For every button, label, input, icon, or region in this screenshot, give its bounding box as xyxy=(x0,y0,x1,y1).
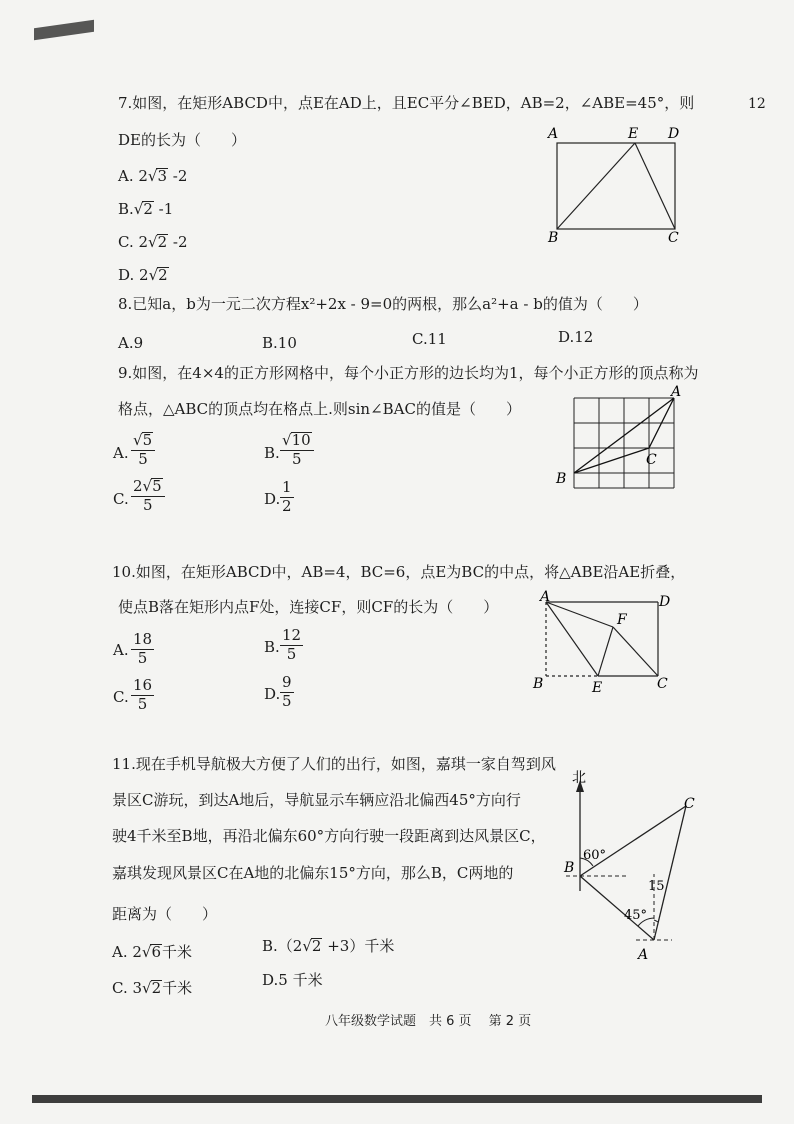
q7-option-a[interactable]: A. 2√3 -2 xyxy=(118,167,188,185)
q11-navigation-figure xyxy=(558,766,708,966)
q11-stem-line2: 景区C游玩，到达A地后，导航显示车辆应沿北偏西45°方向行 xyxy=(112,791,521,809)
q9-option-d-fraction: $\frac{1}{2}$ xyxy=(282,478,292,515)
q10-label-d: D xyxy=(659,594,671,610)
q10-option-d-label[interactable]: D. xyxy=(264,685,281,703)
q9-option-c-fraction: $\frac{2√5}{5}$ xyxy=(131,478,165,514)
q9-option-d-label[interactable]: D. xyxy=(264,490,281,508)
q11-label-c: C xyxy=(684,796,695,812)
q7-label-d: D xyxy=(668,126,680,142)
q8-option-d[interactable]: D.12 xyxy=(558,328,594,346)
q11-stem-line4: 嘉琪发现风景区C在A地的北偏东15°方向，那么B，C两地的 xyxy=(112,864,514,882)
q11-label-north: 北 xyxy=(572,770,586,786)
q10-label-a: A xyxy=(540,590,551,605)
q7-option-d[interactable]: D. 2√2 xyxy=(118,266,168,284)
q10-option-b-label[interactable]: B. xyxy=(264,638,280,656)
q10-option-a-label[interactable]: A. xyxy=(113,641,129,659)
q11-label-b: B xyxy=(564,860,575,876)
q10-label-c: C xyxy=(657,676,668,692)
q11-label-angle15: 15 xyxy=(648,879,665,894)
q7-label-b: B xyxy=(548,230,559,246)
q10-label-e: E xyxy=(592,680,603,696)
q7-stem-line1: 7.如图，在矩形ABCD中，点E在AD上，且EC平分∠BED，AB=2，∠ABE=45°，则 xyxy=(118,94,695,112)
q9-option-c-label[interactable]: C. xyxy=(113,490,129,508)
q11-stem-line5: 距离为（ ） xyxy=(112,905,218,923)
q10-option-c-label[interactable]: C. xyxy=(113,688,129,706)
q9-label-a: A xyxy=(671,384,682,400)
q7-rectangle-figure xyxy=(540,122,690,247)
q8-option-c[interactable]: C.11 xyxy=(412,330,447,348)
q9-option-a-label[interactable]: A. xyxy=(113,444,129,462)
q8-option-b[interactable]: B.10 xyxy=(262,334,297,352)
q9-stem-line2: 格点，△ABC的顶点均在格点上.则sin∠BAC的值是（ ） xyxy=(118,400,521,418)
q10-stem-line2: 使点B落在矩形内点F处，连接CF，则CF的长为（ ） xyxy=(118,598,499,616)
q7-option-c[interactable]: C. 2√2 -2 xyxy=(118,233,188,251)
q11-option-b[interactable]: B.（2√2 +3）千米 xyxy=(262,937,395,955)
q9-label-c: C xyxy=(646,452,657,468)
q10-option-d-fraction: $\frac{9}{5}$ xyxy=(282,673,292,710)
q11-option-a[interactable]: A. 2√6千米 xyxy=(112,943,193,961)
q11-stem-line3: 驶4千米至B地，再沿北偏东60°方向行驶一段距离到达风景区C， xyxy=(112,827,546,845)
q11-option-c[interactable]: C. 3√2千米 xyxy=(112,979,193,997)
q10-rectangle-figure xyxy=(528,590,688,700)
q10-option-b-fraction: $\frac{12}{5}$ xyxy=(282,626,302,663)
scan-corner-mark xyxy=(34,20,94,40)
q10-stem-line1: 10.如图，在矩形ABCD中，AB=4，BC=6，点E为BC的中点，将△ABE沿AE折叠， xyxy=(112,563,686,581)
q7-label-a: A xyxy=(548,126,559,142)
q11-label-angle45: 45° xyxy=(624,908,648,923)
q10-label-b: B xyxy=(533,676,544,692)
q10-option-c-fraction: $\frac{16}{5}$ xyxy=(133,676,153,713)
q9-option-a-fraction: $\frac{√5}{5}$ xyxy=(131,432,155,468)
q7-stem-line2: DE的长为（ ） xyxy=(118,131,246,149)
q7-option-b[interactable]: B.√2 -1 xyxy=(118,200,174,218)
q9-option-b-fraction: $\frac{√10}{5}$ xyxy=(280,432,314,468)
q9-option-b-label[interactable]: B. xyxy=(264,444,280,462)
q9-stem-line1: 9.如图，在4×4的正方形网格中，每个小正方形的边长均为1，每个小正方形的顶点称为 xyxy=(118,364,699,382)
q7-label-c: C xyxy=(668,230,679,246)
q7-label-e: E xyxy=(628,126,639,142)
q9-label-b: B xyxy=(556,471,567,487)
q8-stem: 8.已知a，b为一元二次方程x²+2x - 9=0的两根，那么a²+a - b的值为（ ） xyxy=(118,295,648,313)
q8-option-a[interactable]: A.9 xyxy=(118,334,144,352)
side-page-number: 12 xyxy=(748,96,766,112)
q11-stem-line1: 11.现在手机导航极大方便了人们的出行，如图，嘉琪一家自驾到风 xyxy=(112,755,556,773)
scan-bottom-edge xyxy=(32,1095,762,1103)
q11-option-d[interactable]: D.5 千米 xyxy=(262,971,323,989)
q11-label-angle60: 60° xyxy=(583,848,607,863)
q10-label-f: F xyxy=(617,612,627,628)
q10-option-a-fraction: $\frac{18}{5}$ xyxy=(133,630,153,667)
page-footer: 八年级数学试题 共 6 页 第 2 页 xyxy=(325,1014,532,1029)
q11-label-a: A xyxy=(638,947,649,963)
q9-grid-figure xyxy=(552,384,692,496)
